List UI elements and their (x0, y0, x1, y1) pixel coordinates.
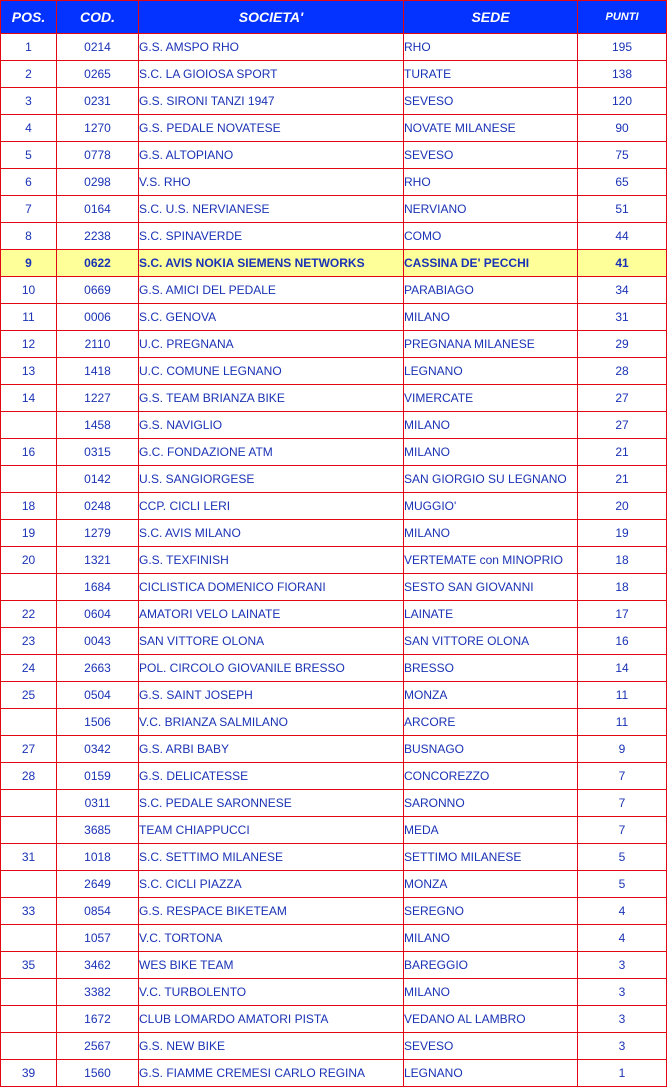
cell-cod: 2567 (57, 1033, 139, 1060)
cell-sede: MILANO (404, 439, 578, 466)
cell-cod: 0265 (57, 61, 139, 88)
cell-punti: 138 (578, 61, 667, 88)
cell-sede: MILANO (404, 979, 578, 1006)
table-row (1, 196, 667, 223)
cell-sede: MILANO (404, 520, 578, 547)
table-row (1, 763, 667, 790)
table-row (1, 304, 667, 331)
table-row (1, 223, 667, 250)
cell-cod: 0504 (57, 682, 139, 709)
cell-societa: WES BIKE TEAM (139, 952, 404, 979)
cell-pos: 2 (1, 61, 57, 88)
cell-societa: G.S. PEDALE NOVATESE (139, 115, 404, 142)
cell-sede: MILANO (404, 925, 578, 952)
cell-sede: MUGGIO' (404, 493, 578, 520)
cell-sede: LAINATE (404, 601, 578, 628)
cell-pos: 8 (1, 223, 57, 250)
cell-cod: 0315 (57, 439, 139, 466)
cell-pos (1, 574, 57, 601)
cell-pos: 11 (1, 304, 57, 331)
cell-sede: PARABIAGO (404, 277, 578, 304)
cell-cod: 0604 (57, 601, 139, 628)
table-row (1, 493, 667, 520)
cell-sede: SEVESO (404, 142, 578, 169)
cell-pos (1, 709, 57, 736)
table-row (1, 736, 667, 763)
cell-punti: 18 (578, 574, 667, 601)
cell-sede: LEGNANO (404, 358, 578, 385)
cell-punti: 3 (578, 952, 667, 979)
cell-pos: 9 (1, 250, 57, 277)
cell-pos: 12 (1, 331, 57, 358)
cell-sede: PREGNANA MILANESE (404, 331, 578, 358)
cell-sede: NOVATE MILANESE (404, 115, 578, 142)
cell-cod: 3382 (57, 979, 139, 1006)
cell-punti: 1 (578, 1060, 667, 1087)
cell-cod: 0043 (57, 628, 139, 655)
cell-punti: 28 (578, 358, 667, 385)
table-row (1, 709, 667, 736)
cell-societa: U.C. COMUNE LEGNANO (139, 358, 404, 385)
cell-societa: CCP. CICLI LERI (139, 493, 404, 520)
cell-cod: 3685 (57, 817, 139, 844)
table-row (1, 682, 667, 709)
cell-sede: SAN GIORGIO SU LEGNANO (404, 466, 578, 493)
header-pos: POS. (1, 1, 57, 34)
cell-pos: 10 (1, 277, 57, 304)
cell-cod: 1560 (57, 1060, 139, 1087)
cell-punti: 11 (578, 682, 667, 709)
cell-pos (1, 1006, 57, 1033)
cell-pos: 28 (1, 763, 57, 790)
table-row (1, 952, 667, 979)
table-row (1, 88, 667, 115)
cell-cod: 1279 (57, 520, 139, 547)
cell-societa: TEAM CHIAPPUCCI (139, 817, 404, 844)
table-row (1, 520, 667, 547)
cell-pos (1, 925, 57, 952)
cell-cod: 1321 (57, 547, 139, 574)
cell-cod: 0311 (57, 790, 139, 817)
table-row (1, 61, 667, 88)
cell-pos: 18 (1, 493, 57, 520)
cell-punti: 5 (578, 844, 667, 871)
cell-punti: 44 (578, 223, 667, 250)
cell-pos (1, 466, 57, 493)
cell-cod: 0778 (57, 142, 139, 169)
cell-cod: 0214 (57, 34, 139, 61)
cell-cod: 0342 (57, 736, 139, 763)
cell-cod: 0669 (57, 277, 139, 304)
cell-pos: 20 (1, 547, 57, 574)
header-punti: PUNTI (578, 1, 667, 34)
cell-sede: NERVIANO (404, 196, 578, 223)
cell-cod: 0231 (57, 88, 139, 115)
cell-societa: SAN VITTORE OLONA (139, 628, 404, 655)
table-row (1, 628, 667, 655)
cell-sede: BAREGGIO (404, 952, 578, 979)
cell-punti: 51 (578, 196, 667, 223)
cell-societa: S.C. AVIS MILANO (139, 520, 404, 547)
cell-pos: 14 (1, 385, 57, 412)
cell-punti: 9 (578, 736, 667, 763)
cell-pos: 5 (1, 142, 57, 169)
cell-punti: 195 (578, 34, 667, 61)
cell-pos: 16 (1, 439, 57, 466)
cell-cod: 0142 (57, 466, 139, 493)
cell-cod: 0164 (57, 196, 139, 223)
cell-sede: SETTIMO MILANESE (404, 844, 578, 871)
cell-pos: 7 (1, 196, 57, 223)
cell-societa: G.S. SAINT JOSEPH (139, 682, 404, 709)
cell-societa: POL. CIRCOLO GIOVANILE BRESSO (139, 655, 404, 682)
cell-cod: 0622 (57, 250, 139, 277)
cell-sede: BRESSO (404, 655, 578, 682)
cell-pos (1, 817, 57, 844)
cell-cod: 1018 (57, 844, 139, 871)
cell-pos: 39 (1, 1060, 57, 1087)
cell-cod: 0006 (57, 304, 139, 331)
cell-pos: 25 (1, 682, 57, 709)
table-row (1, 790, 667, 817)
cell-punti: 34 (578, 277, 667, 304)
cell-cod: 0159 (57, 763, 139, 790)
cell-punti: 4 (578, 898, 667, 925)
cell-cod: 1270 (57, 115, 139, 142)
cell-societa: G.S. ARBI BABY (139, 736, 404, 763)
header-cod: COD. (57, 1, 139, 34)
cell-cod: 0248 (57, 493, 139, 520)
cell-societa: G.C. FONDAZIONE ATM (139, 439, 404, 466)
cell-societa: V.C. TORTONA (139, 925, 404, 952)
cell-societa: S.C. SPINAVERDE (139, 223, 404, 250)
cell-pos: 35 (1, 952, 57, 979)
cell-societa: G.S. AMICI DEL PEDALE (139, 277, 404, 304)
cell-pos (1, 979, 57, 1006)
cell-sede: MEDA (404, 817, 578, 844)
cell-sede: VIMERCATE (404, 385, 578, 412)
cell-societa: CICLISTICA DOMENICO FIORANI (139, 574, 404, 601)
header-societa: SOCIETA' (139, 1, 404, 34)
cell-sede: VERTEMATE con MINOPRIO (404, 547, 578, 574)
table-row (1, 1006, 667, 1033)
cell-sede: SESTO SAN GIOVANNI (404, 574, 578, 601)
cell-pos (1, 871, 57, 898)
cell-societa: U.C. PREGNANA (139, 331, 404, 358)
cell-societa: S.C. AVIS NOKIA SIEMENS NETWORKS (139, 250, 404, 277)
cell-sede: MONZA (404, 682, 578, 709)
cell-sede: MONZA (404, 871, 578, 898)
table-row (1, 601, 667, 628)
cell-punti: 27 (578, 385, 667, 412)
cell-sede: COMO (404, 223, 578, 250)
cell-societa: S.C. U.S. NERVIANESE (139, 196, 404, 223)
cell-cod: 2238 (57, 223, 139, 250)
cell-societa: G.S. TEAM BRIANZA BIKE (139, 385, 404, 412)
table-row (1, 655, 667, 682)
cell-pos: 33 (1, 898, 57, 925)
cell-societa: S.C. LA GIOIOSA SPORT (139, 61, 404, 88)
cell-sede: RHO (404, 169, 578, 196)
cell-societa: S.C. SETTIMO MILANESE (139, 844, 404, 871)
table-row (1, 979, 667, 1006)
cell-pos (1, 412, 57, 439)
cell-sede: MILANO (404, 412, 578, 439)
table-row (1, 925, 667, 952)
table-row (1, 547, 667, 574)
table-row (1, 115, 667, 142)
cell-societa: AMATORI VELO LAINATE (139, 601, 404, 628)
cell-sede: CASSINA DE' PECCHI (404, 250, 578, 277)
cell-sede: BUSNAGO (404, 736, 578, 763)
table-row (1, 574, 667, 601)
cell-punti: 90 (578, 115, 667, 142)
cell-pos: 1 (1, 34, 57, 61)
cell-sede: CONCOREZZO (404, 763, 578, 790)
cell-societa: G.S. NEW BIKE (139, 1033, 404, 1060)
cell-sede: VEDANO AL LAMBRO (404, 1006, 578, 1033)
table-row (1, 439, 667, 466)
cell-sede: LEGNANO (404, 1060, 578, 1087)
cell-pos (1, 1033, 57, 1060)
cell-punti: 65 (578, 169, 667, 196)
cell-pos: 6 (1, 169, 57, 196)
cell-societa: V.C. TURBOLENTO (139, 979, 404, 1006)
cell-societa: G.S. ALTOPIANO (139, 142, 404, 169)
cell-sede: RHO (404, 34, 578, 61)
cell-sede: SEREGNO (404, 898, 578, 925)
cell-punti: 21 (578, 466, 667, 493)
cell-cod: 1057 (57, 925, 139, 952)
cell-societa: G.S. SIRONI TANZI 1947 (139, 88, 404, 115)
cell-pos: 4 (1, 115, 57, 142)
cell-punti: 3 (578, 979, 667, 1006)
cell-societa: G.S. DELICATESSE (139, 763, 404, 790)
table-row (1, 412, 667, 439)
cell-pos: 19 (1, 520, 57, 547)
table-row (1, 844, 667, 871)
table-row (1, 1033, 667, 1060)
table-row (1, 898, 667, 925)
cell-societa: G.S. NAVIGLIO (139, 412, 404, 439)
cell-pos: 24 (1, 655, 57, 682)
cell-societa: S.C. GENOVA (139, 304, 404, 331)
table-row (1, 466, 667, 493)
table-row (1, 1060, 667, 1087)
cell-sede: ARCORE (404, 709, 578, 736)
cell-societa: V.S. RHO (139, 169, 404, 196)
cell-societa: G.S. AMSPO RHO (139, 34, 404, 61)
cell-societa: G.S. FIAMME CREMESI CARLO REGINA (139, 1060, 404, 1087)
table-row (1, 331, 667, 358)
cell-punti: 11 (578, 709, 667, 736)
cell-societa: V.C. BRIANZA SALMILANO (139, 709, 404, 736)
cell-pos (1, 790, 57, 817)
cell-cod: 3462 (57, 952, 139, 979)
cell-cod: 1672 (57, 1006, 139, 1033)
cell-societa: CLUB LOMARDO AMATORI PISTA (139, 1006, 404, 1033)
table-row (1, 385, 667, 412)
cell-punti: 14 (578, 655, 667, 682)
cell-punti: 7 (578, 790, 667, 817)
cell-cod: 0854 (57, 898, 139, 925)
table-row (1, 817, 667, 844)
cell-pos: 3 (1, 88, 57, 115)
cell-punti: 27 (578, 412, 667, 439)
cell-punti: 16 (578, 628, 667, 655)
cell-sede: MILANO (404, 304, 578, 331)
cell-cod: 2110 (57, 331, 139, 358)
cell-punti: 19 (578, 520, 667, 547)
cell-punti: 17 (578, 601, 667, 628)
cell-societa: S.C. PEDALE SARONNESE (139, 790, 404, 817)
cell-pos: 22 (1, 601, 57, 628)
table-row (1, 250, 667, 277)
cell-punti: 18 (578, 547, 667, 574)
cell-cod: 0298 (57, 169, 139, 196)
cell-pos: 13 (1, 358, 57, 385)
cell-punti: 7 (578, 763, 667, 790)
cell-punti: 5 (578, 871, 667, 898)
cell-sede: SEVESO (404, 88, 578, 115)
cell-punti: 41 (578, 250, 667, 277)
cell-punti: 31 (578, 304, 667, 331)
cell-punti: 3 (578, 1033, 667, 1060)
cell-sede: SARONNO (404, 790, 578, 817)
header-row (1, 1, 667, 34)
cell-punti: 7 (578, 817, 667, 844)
cell-pos: 27 (1, 736, 57, 763)
cell-societa: G.S. RESPACE BIKETEAM (139, 898, 404, 925)
table-row (1, 142, 667, 169)
cell-punti: 75 (578, 142, 667, 169)
cell-cod: 1458 (57, 412, 139, 439)
cell-punti: 21 (578, 439, 667, 466)
cell-sede: SAN VITTORE OLONA (404, 628, 578, 655)
cell-societa: G.S. TEXFINISH (139, 547, 404, 574)
cell-cod: 1418 (57, 358, 139, 385)
cell-punti: 4 (578, 925, 667, 952)
cell-cod: 1506 (57, 709, 139, 736)
cell-sede: TURATE (404, 61, 578, 88)
cell-cod: 2649 (57, 871, 139, 898)
cell-sede: SEVESO (404, 1033, 578, 1060)
cell-punti: 120 (578, 88, 667, 115)
cell-societa: U.S. SANGIORGESE (139, 466, 404, 493)
cell-cod: 1684 (57, 574, 139, 601)
cell-punti: 20 (578, 493, 667, 520)
table-row (1, 871, 667, 898)
table-row (1, 169, 667, 196)
table-row (1, 358, 667, 385)
cell-pos: 31 (1, 844, 57, 871)
cell-cod: 2663 (57, 655, 139, 682)
cell-punti: 3 (578, 1006, 667, 1033)
cell-cod: 1227 (57, 385, 139, 412)
cell-punti: 29 (578, 331, 667, 358)
standings-body (1, 34, 667, 1087)
table-row (1, 277, 667, 304)
cell-societa: S.C. CICLI PIAZZA (139, 871, 404, 898)
cell-pos: 23 (1, 628, 57, 655)
header-sede: SEDE (404, 1, 578, 34)
table-row (1, 34, 667, 61)
